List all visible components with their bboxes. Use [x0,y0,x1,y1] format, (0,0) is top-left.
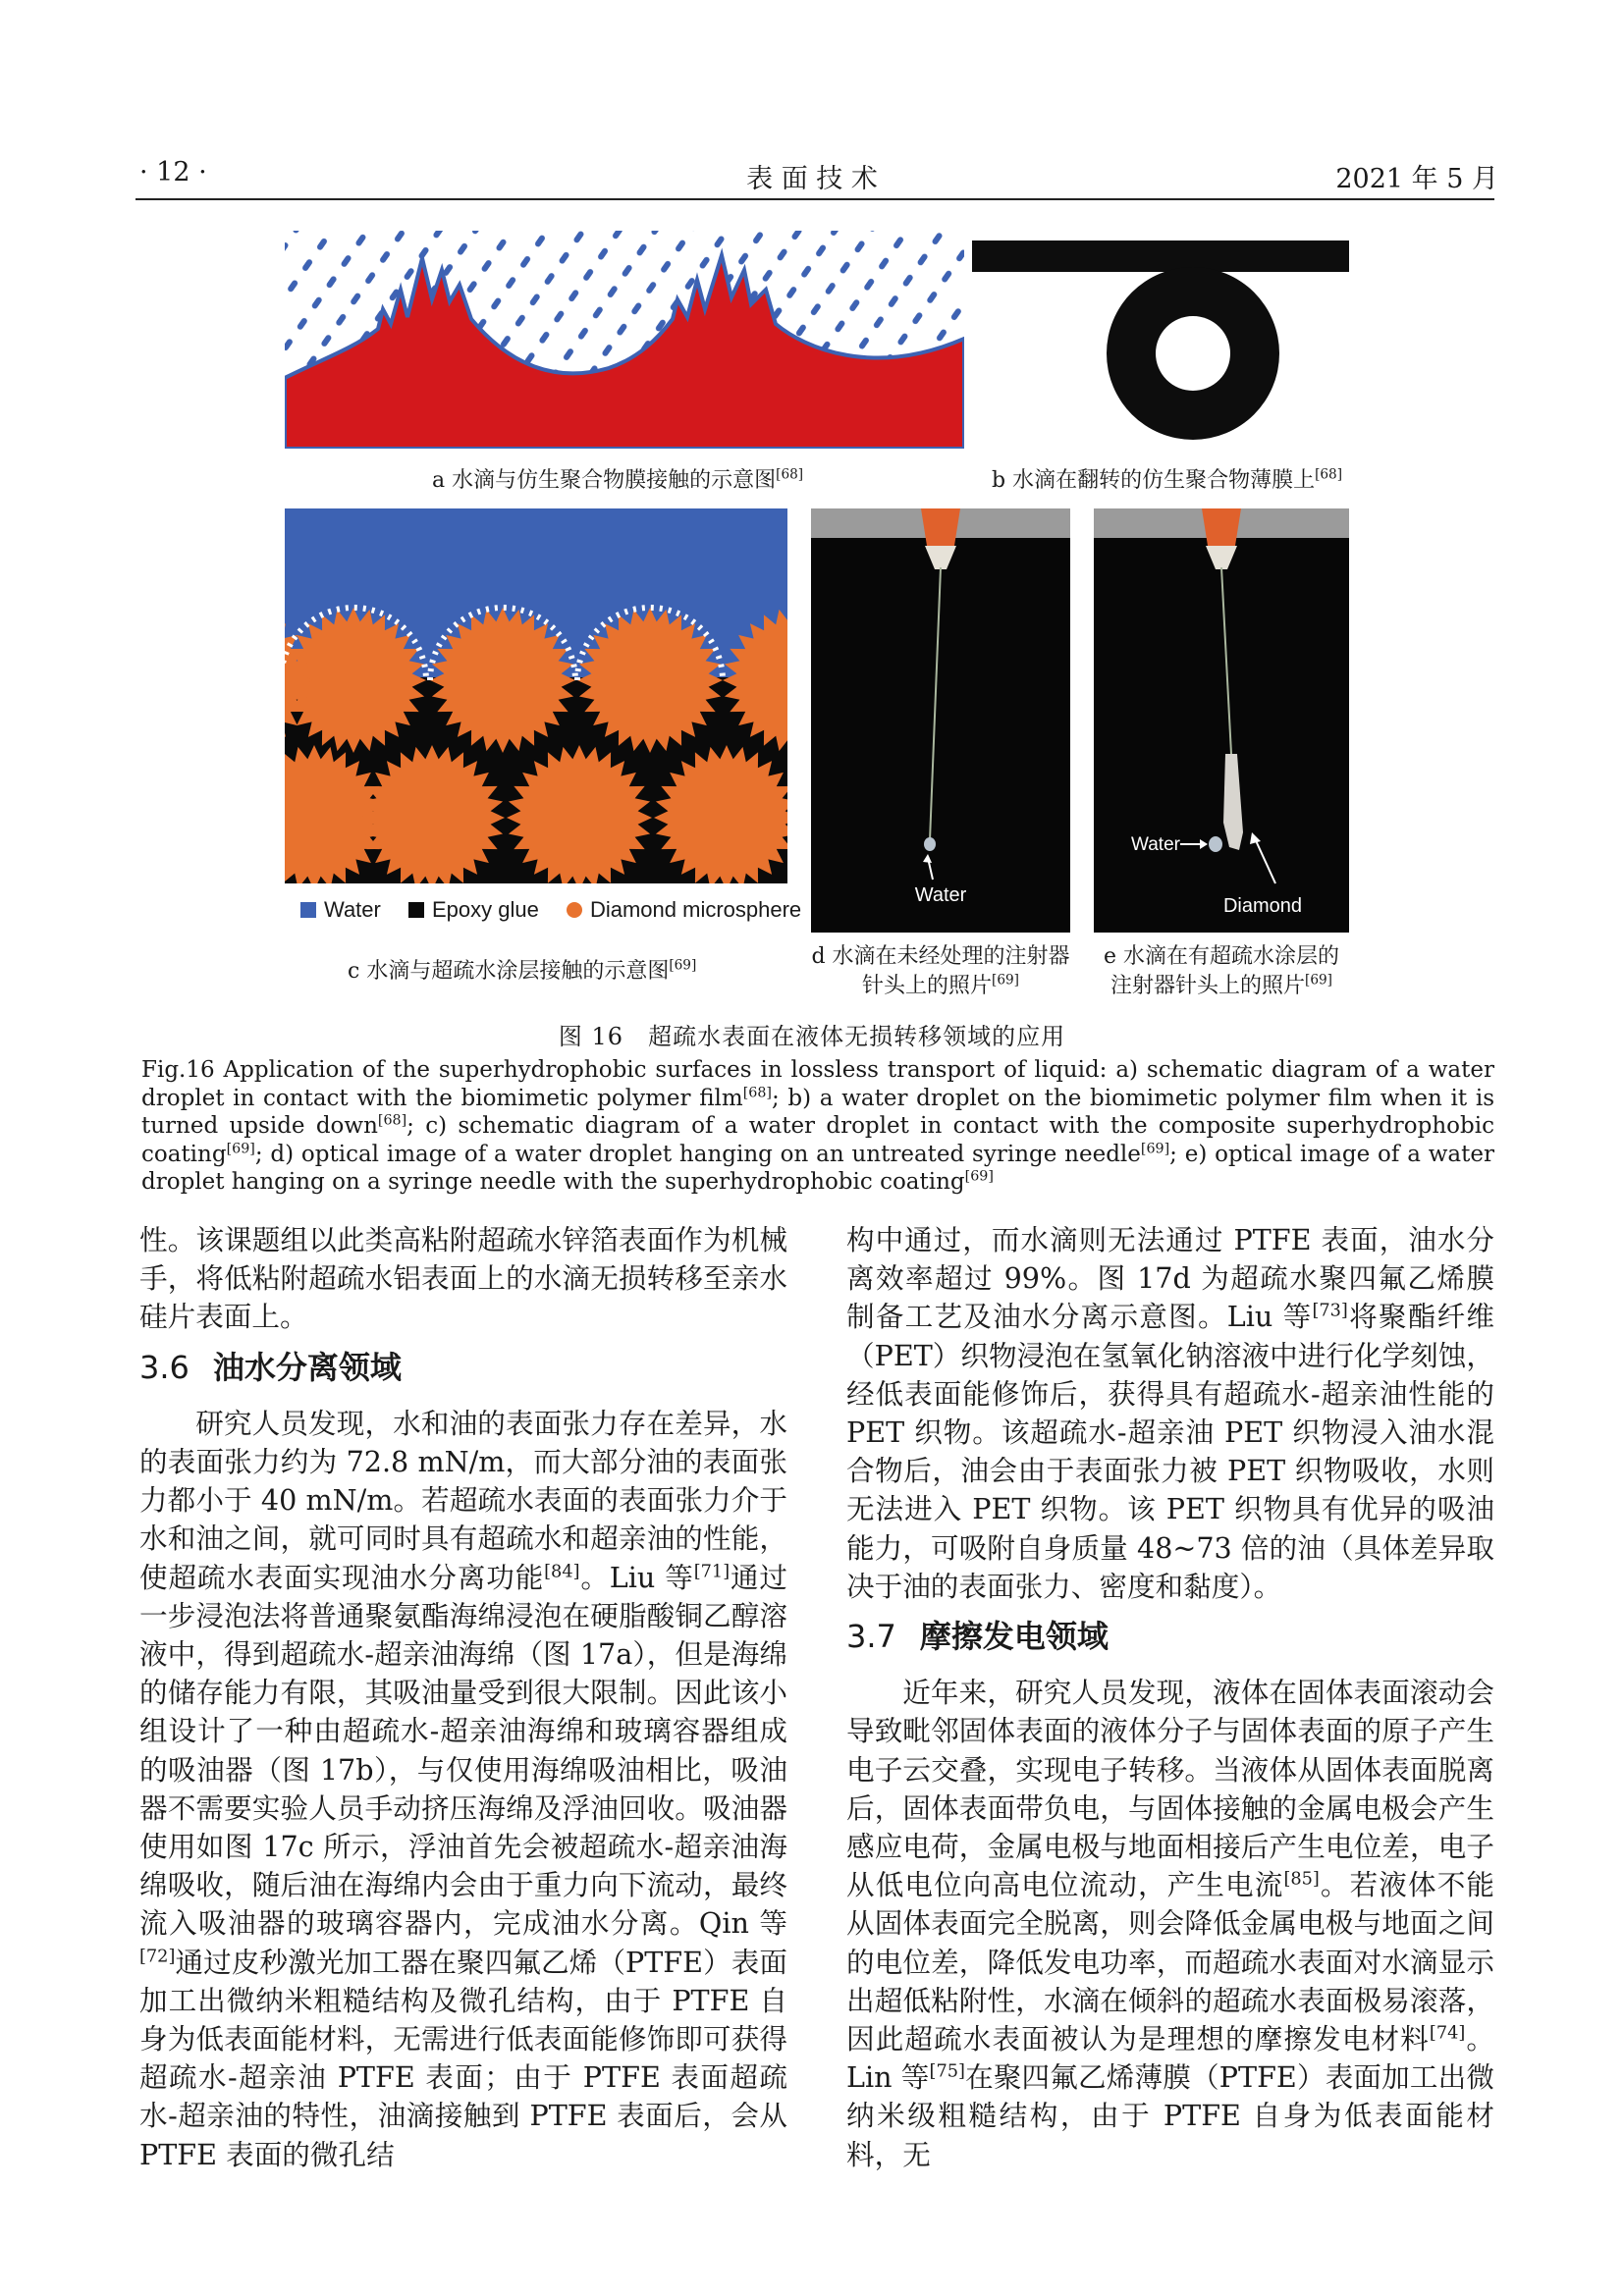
journal-title: 表 面 技 术 [746,164,878,194]
panel-b-droplet [972,231,1349,449]
panel-c-legend [300,897,823,924]
panel-e-diamond-label: Diamond [1222,895,1303,917]
right-paragraph-2: 近年来，研究人员发现，液体在固体表面滚动会导致毗邻固体表面的液体分子与固体表面的原子产生电子云交叠，实现电子转移。当液体从固体表面脱离后，固体表面带负电，与固体接触的金属电极会产生感应电荷，金属电极与地面相接后产生电位差，电子从低电位向高电位流动，产生电流[85]。若液体不能从固体表面完全脱离，则会降低金属电极与地面之间的电位差，降低发电功率，而超疏水表面对水滴显示出超低粘附性，水滴在倾斜的超疏水表面极易滚落，因此超疏水表面被认为是理想的摩擦发电材料[74]。Lin 等[75]在聚四氟乙烯薄膜（PTFE）表面加工出微纳米级粗糙结构，由于 PTFE 自身为低表面能材料，无 [846,1676,1495,2171]
section-3-6-heading: 3.6 油水分离领域 [139,1348,402,1386]
legend-water: Water [300,897,381,923]
panel-c-label: c 水滴与超疏水涂层接触的示意图[69] [348,957,697,984]
panel-d-water-label: Water [914,884,967,906]
figure-caption-zh: 图 16 超疏水表面在液体无损转移领域的应用 [558,1023,1066,1050]
panel-e-photo [1094,508,1349,933]
section-3-7-heading: 3.7 摩擦发电领域 [846,1618,1109,1656]
header-rule [135,198,1494,200]
legend-epoxy: Epoxy glue [408,897,539,923]
left-column [139,1221,787,2174]
left-paragraph-1: 性。该课题组以此类高粘附超疏水锌箔表面作为机械手，将低粘附超疏水铝表面上的水滴无损转移至亲水硅片表面上。 [139,1223,787,1334]
diamond-swatch [567,902,582,918]
panel-d-photo [811,508,1070,933]
legend-diamond: Diamond microsphere [567,897,801,923]
figure-caption-en: Fig.16 Application of the superhydrophobic surfaces in lossless transport of liquid: a) schematic diagram of a water droplet in contact with the biomimetic polymer film[68]; b) a water droplet on the biomimetic polymer film when it is turned upside down[68]; c) schematic diagram of a water droplet in contact with the composite superhydrophobic coating[69]; d) optical image of a water droplet hanging on an untreated syringe needle[69]; e) optical image of a water droplet hanging on a syringe needle with the superhydrophobic coating[69] [141,1057,1494,1195]
panel-d-label: d 水滴在未经处理的注射器 针头上的照片[69] [811,944,1070,998]
panel-e-label: e 水滴在有超疏水涂层的 注射器针头上的照片[69] [1103,944,1339,998]
water-swatch [300,902,316,918]
panel-e-water-label: Water [1131,834,1180,855]
panel-c-schematic [285,508,787,883]
panel-b-label: b 水滴在翻转的仿生聚合物薄膜上[68] [992,466,1343,493]
page-number: · 12 · [139,157,207,187]
panel-a-label: a 水滴与仿生聚合物膜接触的示意图[68] [432,466,804,493]
left-paragraph-2: 研究人员发现，水和油的表面张力存在差异，水的表面张力约为 72.8 mN/m，而大部分油的表面张力都小于 40 mN/m。若超疏水表面的表面张力介于水和油之间，就可同时具有超疏水和超亲油的性能，使超疏水表面实现油水分离功能[84]。Liu 等[71]通过一步浸泡法将普通聚氨酯海绵浸泡在硬脂酸铜乙醇溶液中，得到超疏水-超亲油海绵（图 17a），但是海绵的储存能力有限，其吸油量受到很大限制。因此该小组设计了一种由超疏水-超亲油海绵和玻璃容器组成的吸油器（图 17b），与仅使用海绵吸油相比，吸油器不需要实验人员手动挤压海绵及浮油回收。吸油器使用如图 17c 所示，浮油首先会被超疏水-超亲油海绵吸收，随后油在海绵内会由于重力向下流动，最终流入吸油器的玻璃容器内，完成油水分离。Qin 等[72]通过皮秒激光加工器在聚四氟乙烯（PTFE）表面加工出微纳米粗糙结构及微孔结构，由于 PTFE 自身为低表面能材料，无需进行低表面能修饰即可获得超疏水-超亲油 PTFE 表面；由于 PTFE 表面超疏水-超亲油的特性，油滴接触到 PTFE 表面后，会从 PTFE 表面的微孔结 [139,1406,787,2171]
epoxy-swatch [408,902,424,918]
right-paragraph-1: 构中通过，而水滴则无法通过 PTFE 表面，油水分离效率超过 99%。图 17d 为超疏水聚四氟乙烯膜制备工艺及油水分离示意图。Liu 等[73]将聚酯纤维（PET）织物浸泡在氢氧化钠溶液中进行化学刻蚀，经低表面能修饰后，获得具有超疏水-超亲油性能的 PET 织物。该超疏水-超亲油 PET 织物浸入油水混合物后，油会由于表面张力被 PET 织物吸收，水则无法进入 PET 织物。该 PET 织物具有优异的吸油能力，可吸附自身质量 48~73 倍的油（具体差异取决于油的表面张力、密度和黏度）。 [846,1223,1494,1603]
issue-date: 2021 年 5 月 [1335,164,1498,194]
panel-a-schematic [285,231,964,449]
right-column [846,1221,1494,2174]
